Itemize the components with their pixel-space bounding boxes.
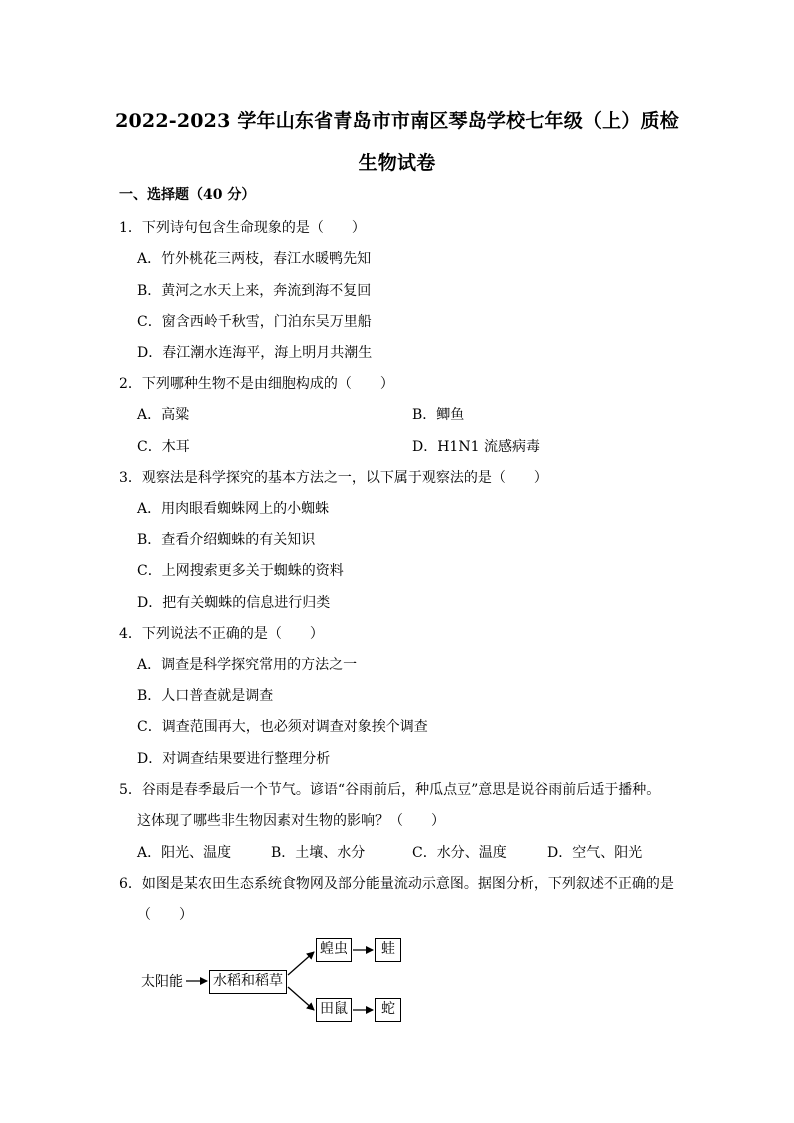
question-5-stem: 5．谷雨是春季最后一个节气。谚语“谷雨前后，种瓜点豆”意思是说谷雨前后适于播种。 [119, 782, 661, 798]
question-6-stem-line2: （ ） [137, 907, 193, 923]
q3-option-a: A．用肉眼看蜘蛛网上的小蜘蛛 [137, 501, 330, 517]
rice-and-straw-node: 水稻和稻草 [209, 970, 287, 994]
q3-option-d: D．把有关蜘蛛的信息进行归类 [137, 595, 331, 611]
q1-option-a: A．竹外桃花三两枝，春江水暖鸭先知 [137, 251, 372, 267]
q2-option-c: C．木耳 [137, 439, 190, 455]
question-1-stem: 1．下列诗句包含生命现象的是（ ） [119, 220, 366, 236]
q3-option-c: C．上网搜索更多关于蜘蛛的资料 [137, 563, 344, 579]
locust-node: 蝗虫 [316, 938, 352, 962]
frog-node: 蛙 [375, 938, 401, 962]
arrow-rice-to-locust [288, 952, 314, 975]
q5-option-c: C．水分、温度 [412, 845, 507, 861]
q4-option-d: D．对调查结果要进行整理分析 [137, 751, 331, 767]
exam-title-line1: 2022-2023 学年山东省青岛市市南区琴岛学校七年级（上）质检 [115, 110, 679, 132]
q2-option-a: A．高粱 [137, 407, 190, 423]
food-web-diagram [130, 930, 430, 1030]
q4-option-c: C．调查范围再大，也必须对调查对象挨个调查 [137, 719, 428, 735]
field-mouse-node: 田鼠 [316, 998, 352, 1022]
exam-title-line2: 生物试卷 [358, 152, 436, 174]
question-4-stem: 4．下列说法不正确的是（ ） [119, 626, 324, 642]
q5-option-a: A．阳光、温度 [137, 845, 232, 861]
q4-option-a: A．调查是科学探究常用的方法之一 [137, 657, 358, 673]
section-heading: 一、选择题（40 分） [119, 187, 256, 203]
q5-option-b: B．土壤、水分 [271, 845, 366, 861]
q2-option-b: B．鲫鱼 [412, 407, 465, 423]
q1-option-c: C．窗含西岭千秋雪，门泊东吴万里船 [137, 314, 372, 330]
question-3-stem: 3．观察法是科学探究的基本方法之一，以下属于观察法的是（ ） [119, 470, 548, 486]
q3-option-b: B．查看介绍蜘蛛的有关知识 [137, 532, 316, 548]
question-6-stem: 6．如图是某农田生态系统食物网及部分能量流动示意图。据图分析，下列叙述不正确的是 [119, 876, 674, 892]
q4-option-b: B．人口普查就是调查 [137, 688, 274, 704]
sun-energy-label: 太阳能 [141, 974, 183, 990]
q1-option-b: B．黄河之水天上来，奔流到海不复回 [137, 283, 372, 299]
arrow-rice-to-mouse [288, 987, 314, 1010]
q1-option-d: D．春江潮水连海平，海上明月共潮生 [137, 345, 373, 361]
question-2-stem: 2．下列哪种生物不是由细胞构成的（ ） [119, 376, 394, 392]
question-5-stem-line2: 这体现了哪些非生物因素对生物的影响？（ ） [137, 813, 445, 829]
q2-option-d: D．H1N1 流感病毒 [412, 439, 540, 455]
q5-option-d: D．空气、阳光 [547, 845, 643, 861]
snake-node: 蛇 [375, 998, 401, 1022]
